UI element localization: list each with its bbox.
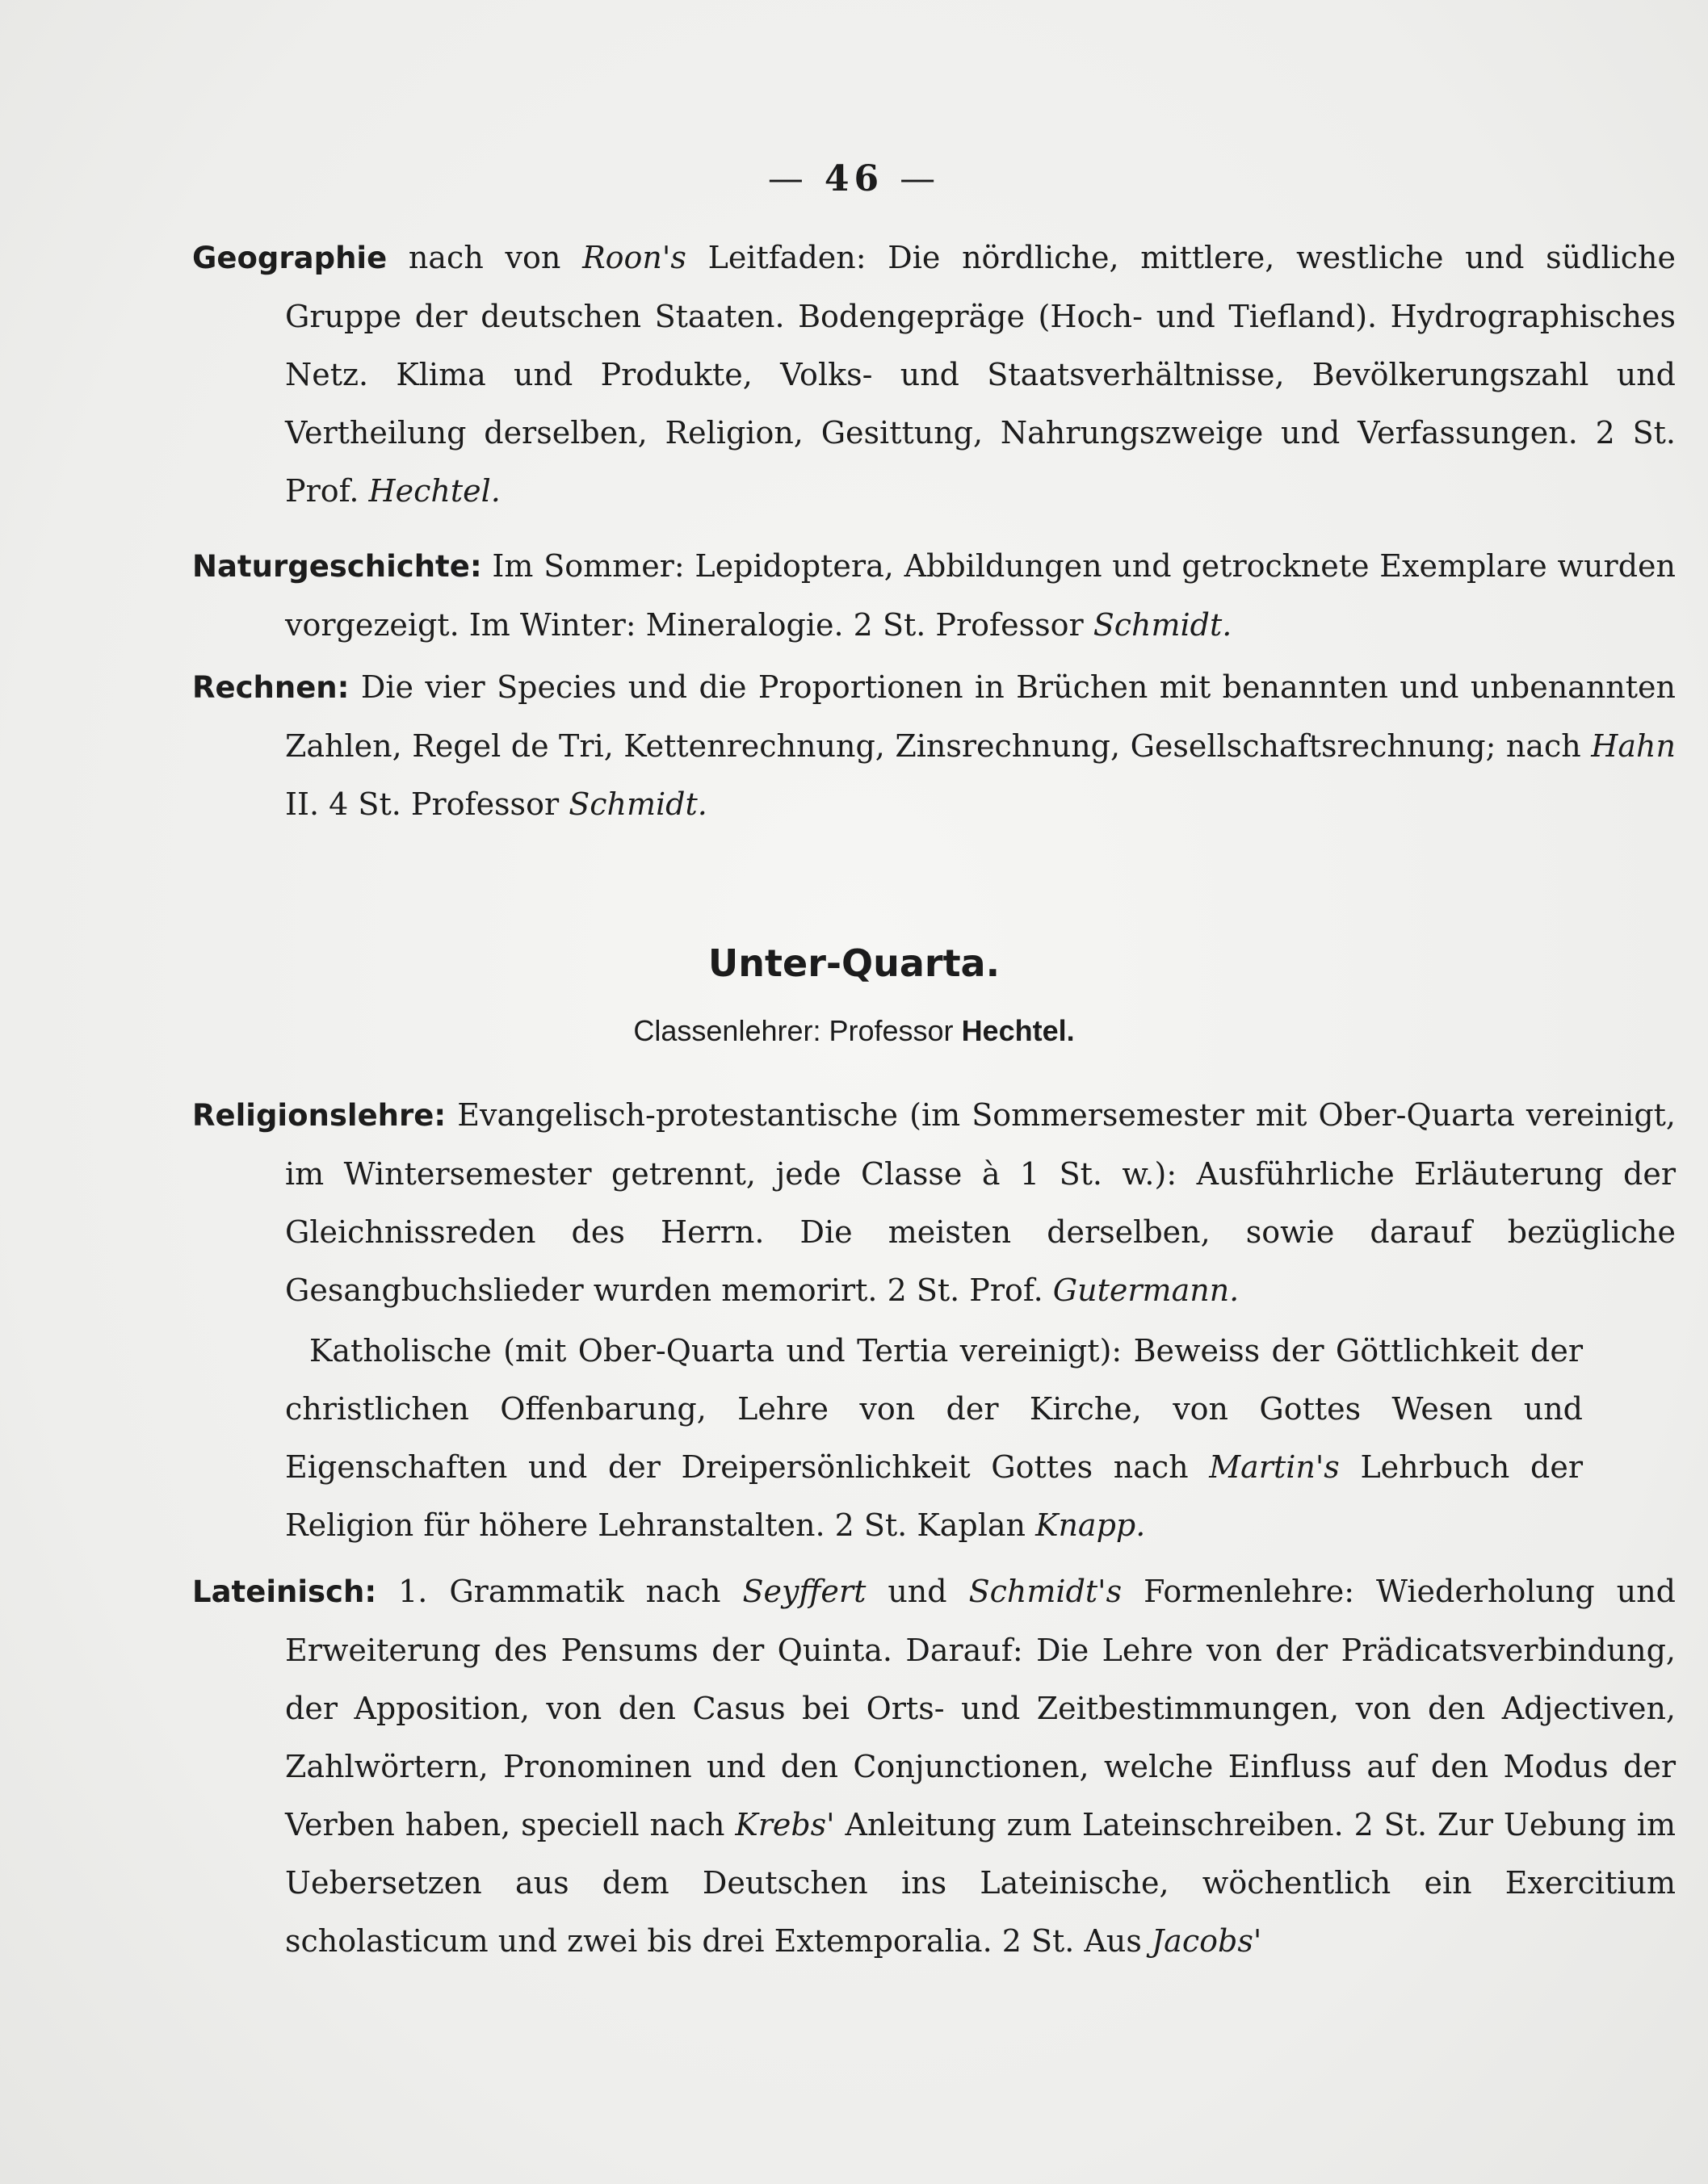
entry-text: Anleitung zum Lateinschreiben. 2 St. Zur Uebung im Uebersetzen aus dem Deutschen ins Lateinische, wöchentlich ein Exercitium scholasticum und zwei bis drei Extemporalia. 2 St. Aus [285,1807,1676,1959]
entry-text: Im Sommer: Lepidoptera, Abbildungen und getrocknete Exemplare wurden vorgezeigt. Im Winter: Mineralogie. 2 St. Professor [285,548,1676,643]
entry-text: Lehrbuch der Religion für höhere Lehranstalten. 2 St. Kaplan [285,1449,1583,1543]
entry-geographie [192,228,1676,520]
entry-text: II. 4 St. Professor [285,786,569,822]
entry-label: Lateinisch: [192,1574,377,1609]
author-name: Hahn [1591,728,1676,764]
dash-left: — [767,158,808,199]
teacher-name: Gutermann. [1052,1272,1240,1308]
entry-text: und [866,1574,969,1609]
author-name: Krebs' [735,1807,835,1842]
entry-label: Geographie [192,241,388,275]
entry-text: Evangelisch-protestantische (im Sommersemester mit Ober-Quarta vereinigt, im Wintersemester getrennt, jede Classe à 1 St. w.): Ausführliche Erläuterung der Gleichnissreden des Herrn. Die meisten derselben, sowie darauf bezügliche Gesangbuchslieder wurden memorirt. 2 St. Prof. [285,1097,1676,1308]
entry-text: 1. Grammatik nach [376,1574,743,1609]
author-name: Seyffert [742,1574,867,1609]
class-teacher-label: Classenlehrer: Professor [633,1014,962,1047]
dash-right: — [900,158,941,199]
author-name: Martin's [1209,1449,1340,1485]
entry-text: Formenlehre: Wiederholung und Erweiterung des Pensums der Quinta. Darauf: Die Lehre von der Prädicatsverbindung, der Apposition, von den Casus bei Orts- und Zeitbestimmungen, von den Adjectiven, Zahlwörtern, Pronominen und den Conjunctionen, welche Einfluss auf den Modus der Verben haben, speciell nach [285,1574,1677,1842]
author-name: Jacobs' [1151,1923,1262,1959]
entry-lateinisch [192,1562,1676,1970]
page-number [0,158,1708,199]
entry-text: nach von [387,240,583,275]
entry-katholisch [285,1322,1583,1554]
entry-text: Katholische (mit Ober-Quarta und Tertia vereinigt): Beweiss der Göttlichkeit der christlichen Offenbarung, Lehre von der Kirche, von Gottes Wesen und Eigenschaften und der Dreipersönlichkeit Gottes nach [285,1333,1583,1485]
author-name: Roon's [582,240,686,275]
entry-label: Religionslehre: [192,1098,447,1133]
entry-naturgeschichte [192,537,1676,654]
teacher-name: Schmidt. [1093,607,1232,643]
teacher-name: Knapp. [1035,1507,1146,1543]
entry-rechnen [192,658,1676,833]
teacher-name: Hechtel. [368,473,501,509]
section-title: Unter-Quarta. [707,941,1001,985]
entry-religionslehre [192,1086,1676,1319]
class-teacher-name: Hechtel. [961,1014,1075,1047]
author-name: Schmidt's [968,1574,1123,1609]
entry-label: Naturgeschichte: [192,549,482,584]
entry-label: Rechnen: [192,670,350,705]
class-teacher [0,1014,1708,1048]
entry-text: Leitfaden: Die nördliche, mittlere, westliche und südliche Gruppe der deutschen Staaten. Bodengepräge (Hoch- und Tiefland). Hydrographisches Netz. Klima und Produkte, Volks- und Staatsverhältnisse, Bevölkerungszahl und Vertheilung derselben, Religion, Gesittung, Nahrungszweige und Verfassungen. 2 St. Prof. [285,240,1676,509]
teacher-name: Schmidt. [569,786,707,822]
page-number-value: 46 [824,158,884,199]
entry-text: Die vier Species und die Proportionen in Brüchen mit benannten und unbenannten Zahlen, Regel de Tri, Kettenrechnung, Zinsrechnung, Gesellschaftsrechnung; nach [285,669,1676,764]
